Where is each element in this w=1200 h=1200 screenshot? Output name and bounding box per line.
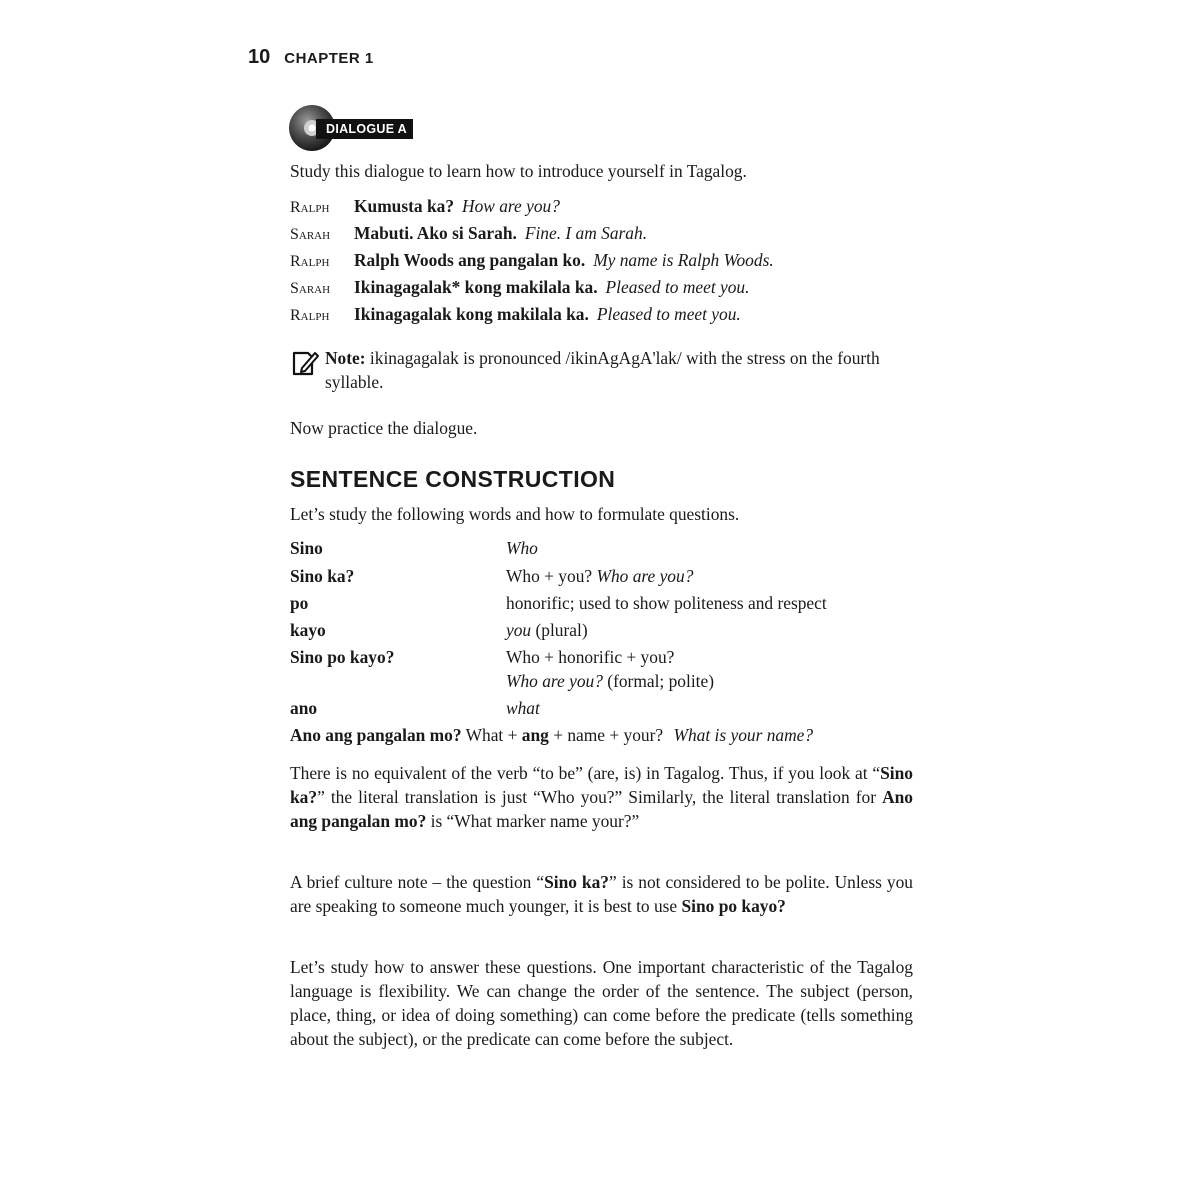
dialogue-line (290, 277, 749, 298)
english-line: Pleased to meet you. (605, 277, 750, 297)
english-line: Pleased to meet you. (596, 304, 741, 324)
def-translation: Who are you? (596, 566, 694, 586)
page-header (248, 46, 374, 69)
tagalog-line: Kumusta ka? (354, 196, 455, 216)
vocab-term: Ano ang pangalan mo? (290, 725, 462, 745)
vocab-term: Sino po kayo? (290, 647, 395, 667)
chapter-label: CHAPTER 1 (284, 50, 374, 67)
paragraph-flexibility: Let’s study how to answer these questions. One important characteristic of the Tagalog language is flexibility. We can change the order of the sentence. The subject (person, place, thing, or idea of doing something) can come before the predicate (tells something about the subject), or the predicate can come before the subject. (290, 957, 913, 1049)
tagalog-line: Ikinagagalak kong makilala ka. (354, 304, 589, 324)
tagalog-line: Ralph Woods ang pangalan ko. (354, 250, 586, 270)
def-marker: ang (521, 725, 549, 745)
note-body: ikinagagalak is pronounced /ikinAgAgA'lak/ with the stress on the fourth syllable. (325, 348, 880, 392)
note-label: Note: (325, 348, 366, 368)
practice-text: Now practice the dialogue. (290, 418, 478, 438)
vocab-definition: Who (506, 538, 538, 558)
para-text: A brief culture note – the question “ (290, 872, 545, 892)
section-heading: SENTENCE CONSTRUCTION (290, 466, 616, 492)
vocab-term: kayo (290, 620, 326, 640)
vocab-definition: honorific; used to show politeness and respect (506, 593, 827, 613)
vocab-definition: Who + honorific + you? (506, 647, 675, 667)
english-line: Fine. I am Sarah. (524, 223, 648, 243)
speaker: Ralph (290, 253, 330, 270)
para-bold: Sino ka? (544, 872, 609, 892)
intro-text: Study this dialogue to learn how to introduce yourself in Tagalog. (290, 161, 747, 181)
def-gloss: (formal; polite) (607, 671, 715, 691)
vocab-definition (506, 671, 714, 692)
vocab-definition (506, 566, 693, 587)
paragraph-culture-note (290, 870, 913, 918)
vocab-definition (506, 620, 588, 641)
def-translation: What is your name? (673, 725, 814, 745)
def-gloss: What + (465, 725, 518, 745)
speaker: Ralph (290, 199, 330, 216)
tagalog-line: Mabuti. Ako si Sarah. (354, 223, 517, 243)
note-text (325, 346, 895, 394)
vocab-term: Sino (290, 538, 323, 558)
paragraph-to-be (290, 761, 913, 833)
dialogue-line (290, 196, 560, 217)
speaker: Sarah (290, 226, 331, 243)
def-gloss: Who + you? (506, 566, 593, 586)
dialogue-label: DIALOGUE A (316, 119, 413, 139)
vocab-term: Sino ka? (290, 566, 355, 586)
page-number: 10 (248, 46, 271, 68)
dialogue-badge (288, 104, 438, 154)
section-intro: Let’s study the following words and how to formulate questions. (290, 504, 740, 524)
dialogue-line (290, 304, 741, 325)
vocab-row (290, 725, 813, 746)
dialogue-line (290, 250, 774, 271)
vocab-definition (466, 725, 813, 745)
english-line: My name is Ralph Woods. (593, 250, 774, 270)
english-line: How are you? (462, 196, 560, 216)
def-gloss: + name + your? (553, 725, 664, 745)
para-bold: Sino ka? (290, 763, 913, 807)
speaker: Ralph (290, 307, 330, 324)
para-bold: Ano ang pangalan mo? (290, 787, 913, 831)
vocab-term: po (290, 593, 309, 613)
dialogue-line (290, 223, 647, 244)
def-gloss: (plural) (535, 620, 588, 640)
para-text: ” the literal translation is just “Who you?” Similarly, the literal translation for (317, 787, 883, 807)
speaker: Sarah (290, 280, 331, 297)
def-translation: Who are you? (506, 671, 603, 691)
tagalog-line: Ikinagagalak* kong makilala ka. (354, 277, 598, 297)
para-text: is “What marker name your?” (426, 811, 640, 831)
vocab-definition: what (506, 698, 540, 718)
para-text: There is no equivalent of the verb “to be” (are, is) in Tagalog. Thus, if you look at “ (290, 763, 881, 783)
vocab-term: ano (290, 698, 318, 718)
def-translation: you (506, 620, 532, 640)
note-pencil-icon (290, 348, 320, 378)
para-bold: Sino po kayo? (681, 896, 786, 916)
para-text: ” is not considered to be polite. Unless you are speaking to someone much younger, it is best to use (290, 872, 913, 916)
